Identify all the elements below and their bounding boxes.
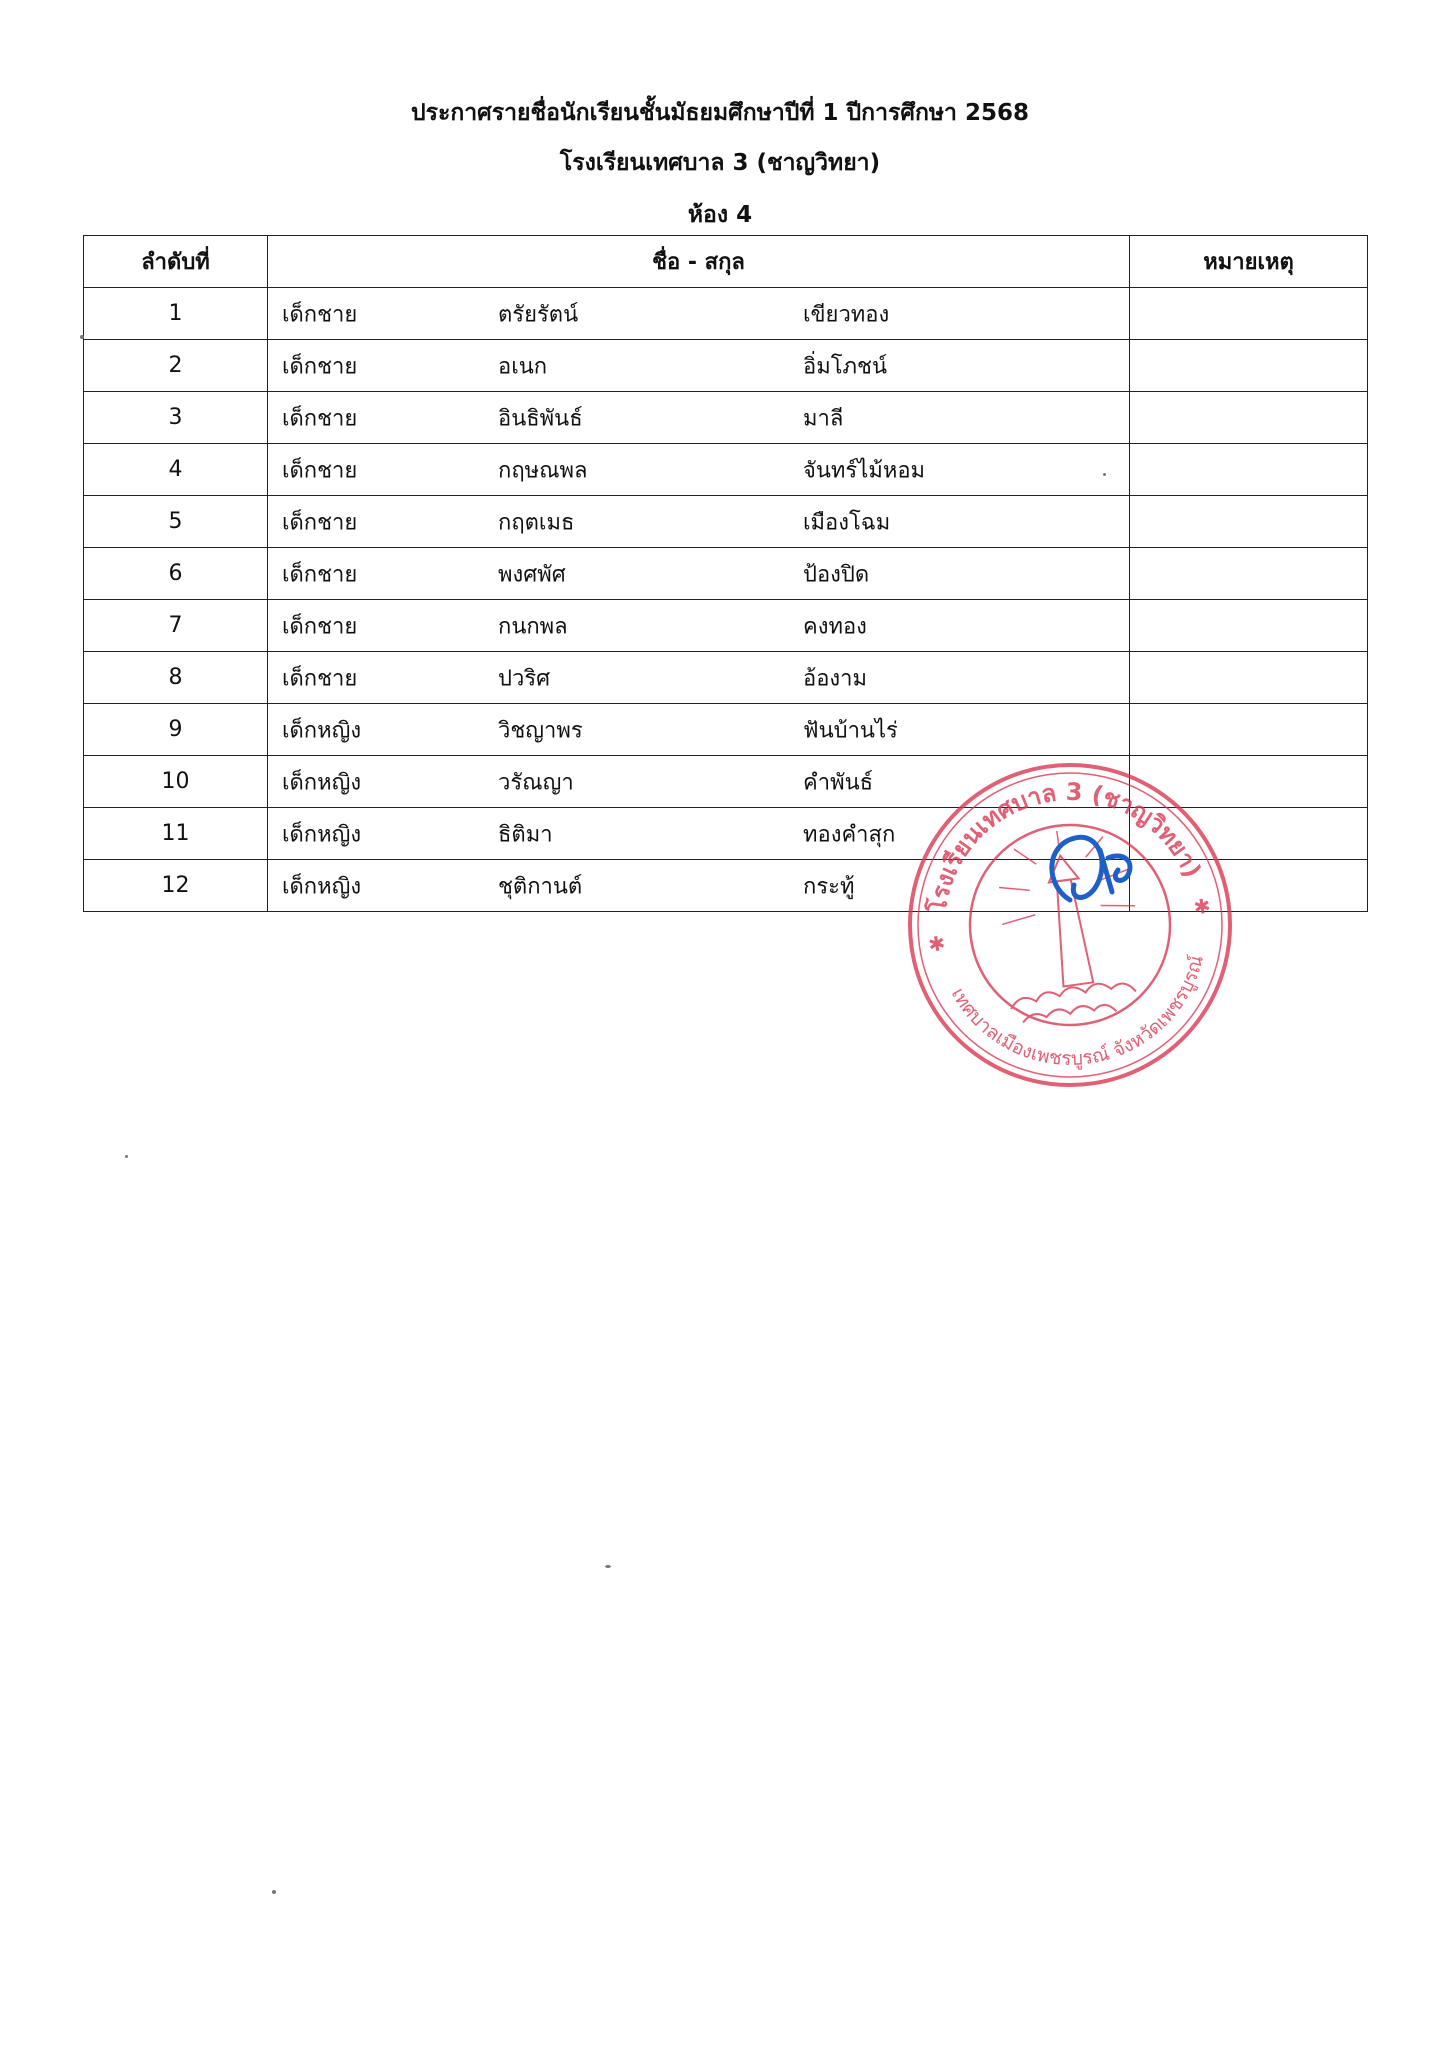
student-name-cell xyxy=(268,652,1130,704)
stamp-bottom-text: เทศบาลเมืองเพชรบูรณ์ จังหวัดเพชรบูรณ์ xyxy=(946,952,1209,1071)
first-name: กนกพล xyxy=(498,614,568,639)
name-prefix: เด็กชาย xyxy=(282,302,358,327)
first-name: วิชญาพร xyxy=(498,718,583,743)
name-prefix: เด็กชาย xyxy=(282,614,358,639)
note-cell xyxy=(1130,600,1368,652)
student-name-cell xyxy=(268,600,1130,652)
school-name: โรงเรียนเทศบาล 3 (ชาญวิทยา) xyxy=(559,150,881,176)
note-cell xyxy=(1130,496,1368,548)
row-number: 9 xyxy=(84,704,268,756)
last-name: เขียวทอง xyxy=(803,302,890,327)
row-number: 5 xyxy=(84,496,268,548)
student-name-cell xyxy=(268,704,1130,756)
first-name: อินธิพันธ์ xyxy=(498,406,583,431)
svg-text:✱: ✱ xyxy=(926,930,947,957)
handwritten-signature xyxy=(1040,830,1160,910)
first-name: อเนก xyxy=(498,354,548,379)
column-header-number: ลำดับที่ xyxy=(84,236,268,288)
table-row xyxy=(84,392,1368,444)
note-cell xyxy=(1130,340,1368,392)
table-row xyxy=(84,496,1368,548)
name-prefix: เด็กหญิง xyxy=(282,718,362,743)
first-name: วรัณญา xyxy=(498,770,574,795)
first-name: กฤตเมธ xyxy=(498,510,575,535)
student-name-cell xyxy=(268,340,1130,392)
first-name: ปวริศ xyxy=(498,666,551,691)
table-row xyxy=(84,444,1368,496)
scan-speck xyxy=(605,1565,611,1568)
table-row xyxy=(84,548,1368,600)
name-prefix: เด็กชาย xyxy=(282,458,358,483)
last-name: อ้องาม xyxy=(803,666,868,691)
name-prefix: เด็กชาย xyxy=(282,406,358,431)
stamp-top-text: โรงเรียนเทศบาล 3 (ชาญวิทยา) xyxy=(923,777,1207,915)
name-prefix: เด็กชาย xyxy=(282,354,358,379)
last-name: ป้องปิด xyxy=(803,562,870,587)
school-seal-stamp xyxy=(884,739,1257,1112)
row-number: 8 xyxy=(84,652,268,704)
column-header-note: หมายเหตุ xyxy=(1130,236,1368,288)
row-number: 12 xyxy=(84,860,268,912)
last-name: กระทู้ xyxy=(803,874,855,899)
student-name-cell xyxy=(268,444,1130,496)
row-number: 6 xyxy=(84,548,268,600)
student-name-cell xyxy=(268,496,1130,548)
last-name: มาลี xyxy=(803,406,844,431)
student-name-cell xyxy=(268,392,1130,444)
table-row xyxy=(84,340,1368,392)
student-name-cell xyxy=(268,548,1130,600)
row-number: 1 xyxy=(84,288,268,340)
classroom-label: ห้อง 4 xyxy=(687,202,753,228)
table-row xyxy=(84,600,1368,652)
row-number: 3 xyxy=(84,392,268,444)
first-name: ธิติมา xyxy=(498,822,553,847)
note-cell xyxy=(1130,444,1368,496)
row-number: 2 xyxy=(84,340,268,392)
note-cell xyxy=(1130,652,1368,704)
name-prefix: เด็กชาย xyxy=(282,510,358,535)
student-name-cell xyxy=(268,288,1130,340)
last-name: เมืองโฉม xyxy=(803,510,891,535)
name-prefix: เด็กชาย xyxy=(282,562,358,587)
name-prefix: เด็กหญิง xyxy=(282,874,362,899)
column-header-name: ชื่อ - สกุล xyxy=(268,236,1130,288)
last-name: จันทร์ไม้หอม xyxy=(803,458,926,483)
table-header-row xyxy=(84,236,1368,288)
last-name: ทองคำสุก xyxy=(803,822,896,847)
scan-speck xyxy=(272,1890,276,1894)
name-prefix: เด็กหญิง xyxy=(282,770,362,795)
last-name: คงทอง xyxy=(803,614,867,639)
first-name: ชุติกานต์ xyxy=(498,874,583,899)
announcement-title: ประกาศรายชื่อนักเรียนชั้นมัธยมศึกษาปีที่ 1 ปีการศึกษา 2568 xyxy=(411,100,1029,126)
last-name: ฟันบ้านไร่ xyxy=(803,718,898,743)
row-number: 11 xyxy=(84,808,268,860)
name-prefix: เด็กชาย xyxy=(282,666,358,691)
scan-speck xyxy=(1103,473,1106,476)
first-name: พงศพัศ xyxy=(498,562,566,587)
row-number: 4 xyxy=(84,444,268,496)
row-number: 10 xyxy=(84,756,268,808)
note-cell xyxy=(1130,392,1368,444)
note-cell xyxy=(1130,548,1368,600)
table-row xyxy=(84,652,1368,704)
last-name: คำพันธ์ xyxy=(803,770,874,795)
first-name: กฤษณพล xyxy=(498,458,588,483)
first-name: ตรัยรัตน์ xyxy=(498,302,579,327)
last-name: อิ่มโภชน์ xyxy=(803,354,888,379)
note-cell xyxy=(1130,288,1368,340)
row-number: 7 xyxy=(84,600,268,652)
svg-text:✱: ✱ xyxy=(1192,893,1213,920)
scan-speck xyxy=(80,335,84,339)
table-row xyxy=(84,288,1368,340)
scan-speck xyxy=(125,1155,128,1158)
name-prefix: เด็กหญิง xyxy=(282,822,362,847)
